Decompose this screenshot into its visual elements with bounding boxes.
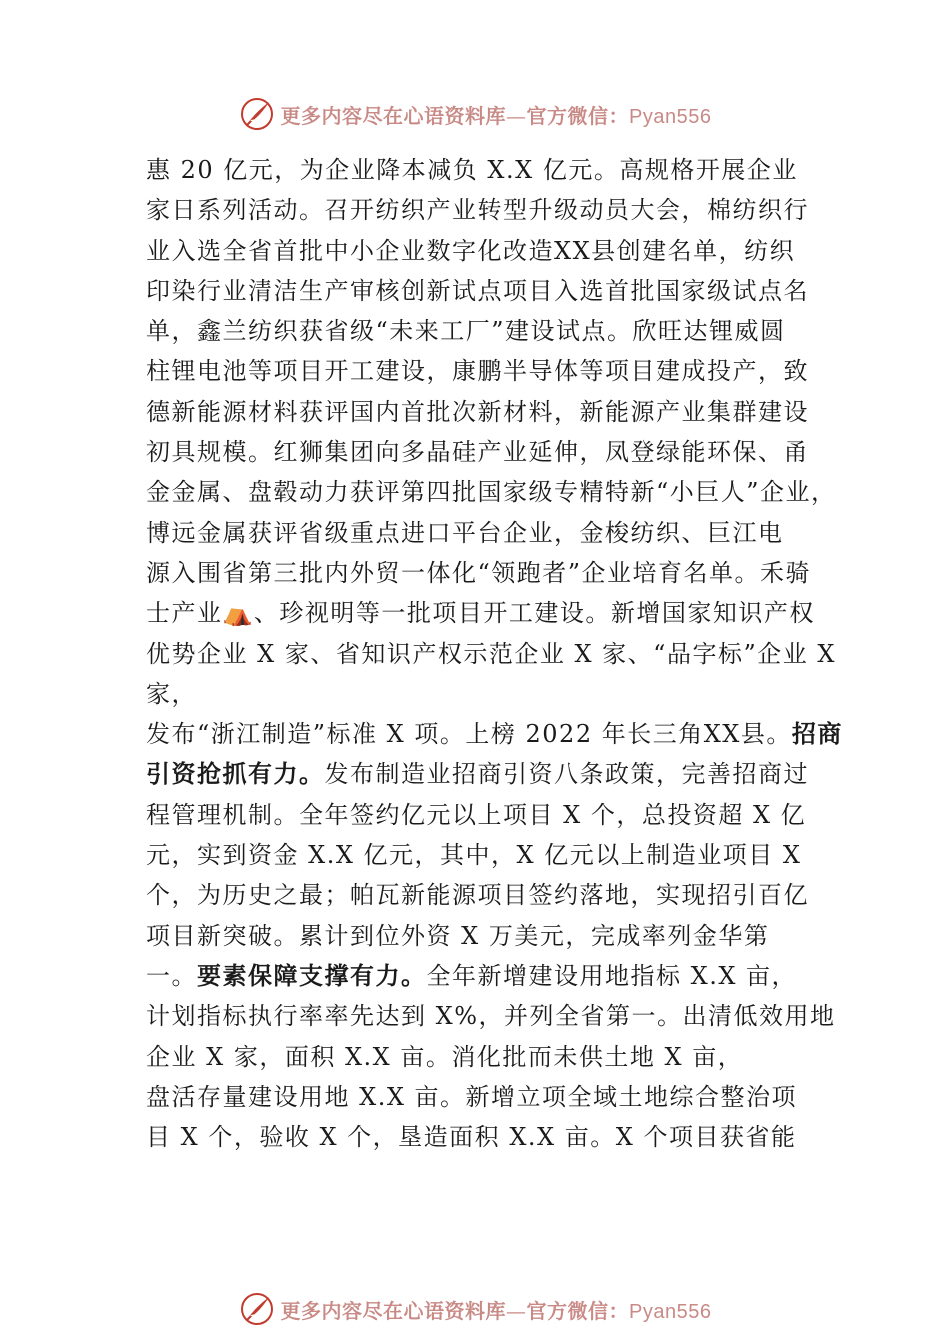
quill-logo-icon: [239, 96, 275, 132]
body-text-line: [146, 472, 837, 512]
body-text: 单，鑫兰纺织获省级“未来工厂”建设试点。欣旺达锂威圆: [146, 317, 786, 346]
body-text: 柱锂电池等项目开工建设，康鹏半导体等项目建成投产，致: [146, 357, 809, 386]
body-text-line: [146, 634, 836, 674]
header-banner: [0, 94, 950, 134]
body-text-line: [146, 351, 826, 391]
body-text: 家日系列活动。召开纺织产业转型升级动员大会，棉纺织行: [146, 196, 809, 225]
body-text: 初具规模。红狮集团向多晶硅产业延伸，凤登绿能环保、甬: [146, 438, 809, 467]
body-text: 金金属、盘毂动力获评第四批国家级专精特新“小巨人”企业，: [146, 478, 837, 507]
bold-heading-text: 招商: [791, 719, 843, 749]
body-text: 博远金属获评省级重点进口平台企业，金梭纺织、巨江电: [146, 518, 784, 547]
body-text-line: [146, 271, 826, 311]
body-text-line: [146, 593, 826, 633]
body-text-line: [146, 754, 826, 794]
body-text-line: [146, 1117, 826, 1157]
body-text: 发布“浙江制造”标准 X 项。上榜 2022 年长三角XX县。: [146, 720, 792, 749]
body-text-line: [146, 916, 826, 956]
banner-text: 更多内容尽在心语资料库—官方微信：Pyan556: [280, 103, 712, 128]
body-text: 计划指标执行率率先达到 X%，并列全省第一。出清低效用地: [146, 1002, 836, 1031]
body-text-line: [146, 432, 826, 472]
body-text: 德新能源材料获评国内首批次新材料，新能源产业集群建设: [146, 397, 809, 426]
body-text-line: [146, 1037, 826, 1077]
body-text-line: [146, 311, 826, 351]
body-text: 盘活存量建设用地 X.X 亩。新增立项全域土地综合整治项: [146, 1082, 798, 1111]
body-text-line: [146, 513, 826, 553]
body-text: 源入围省第三批内外贸一体化“领跑者”企业培育名单。禾骑: [146, 558, 812, 587]
quill-logo-icon: [239, 1291, 275, 1327]
body-text-line: [146, 674, 826, 714]
body-text-line: [146, 190, 826, 230]
body-text: 一。: [146, 961, 197, 990]
body-text-line: [146, 1077, 826, 1117]
body-text: 个，为历史之最；帕瓦新能源项目签约落地，实现招引百亿: [146, 881, 809, 910]
banner-text: 更多内容尽在心语资料库—官方微信：Pyan556: [280, 1298, 712, 1323]
document-body: [146, 150, 843, 1157]
footer-banner: [0, 1289, 950, 1329]
body-text: 目 X 个，验收 X 个，垦造面积 X.X 亩。X 个项目获省能: [146, 1123, 797, 1152]
body-text: 发布制造业招商引资八条政策，完善招商过: [324, 760, 809, 789]
bold-heading-text: 要素保障支撑有力。: [197, 960, 427, 990]
body-text-line: [146, 875, 826, 915]
body-text-line: [146, 392, 826, 432]
body-text: 业入选全省首批中小企业数字化改造XX县创建名单，纺织: [146, 236, 796, 265]
body-text: 程管理机制。全年签约亿元以上项目 X 个，总投资超 X 亿: [146, 800, 807, 829]
body-text: 元，实到资金 X.X 亿元，其中，X 亿元以上制造业项目 X: [146, 841, 802, 870]
body-text-line: [146, 795, 826, 835]
body-text: 家，: [146, 679, 197, 708]
body-text: 项目新突破。累计到位外资 X 万美元，完成率列金华第: [146, 921, 770, 950]
bold-heading-text: 引资抢抓有力。: [146, 759, 325, 789]
body-text: 士产业⛺、珍视明等一批项目开工建设。新增国家知识产权: [146, 599, 815, 628]
body-text: 全年新增建设用地指标 X.X 亩，: [426, 961, 798, 990]
body-text: 印染行业清洁生产审核创新试点项目入选首批国家级试点名: [146, 276, 809, 305]
body-text-line: [146, 553, 826, 593]
body-text-line: [146, 956, 826, 996]
body-text-line: [146, 231, 826, 271]
body-text-line: [146, 150, 826, 190]
body-text-line: [146, 996, 836, 1036]
body-text-line: [146, 835, 826, 875]
body-text: 企业 X 家，面积 X.X 亩。消化批而未供土地 X 亩，: [146, 1042, 744, 1071]
body-text: 优势企业 X 家、省知识产权示范企业 X 家、“品字标”企业 X: [146, 639, 836, 668]
body-text: 惠 20 亿元，为企业降本减负 X.X 亿元。高规格开展企业: [146, 156, 798, 184]
body-text-line: [146, 714, 843, 754]
